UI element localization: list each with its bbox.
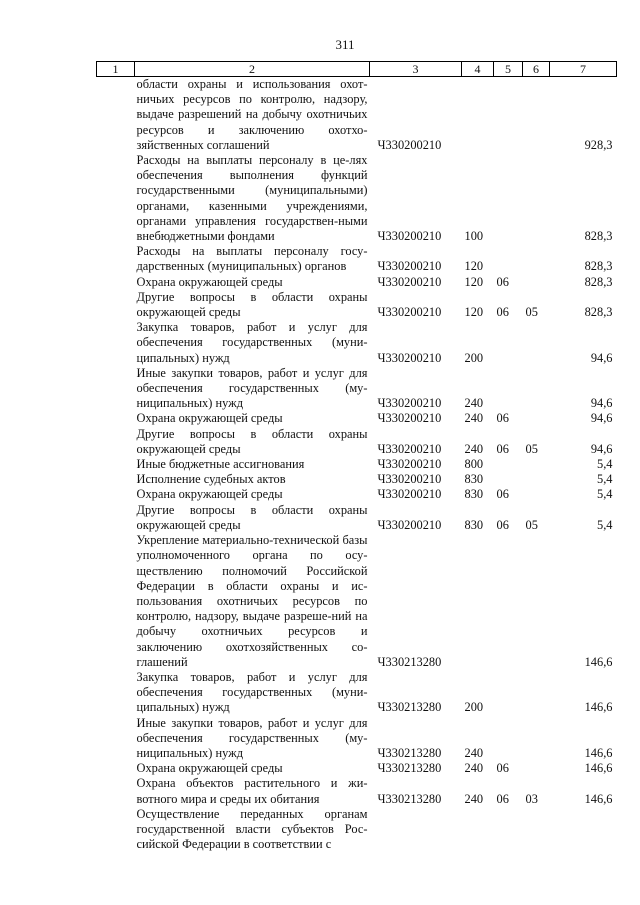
item-name: Расходы на выплаты персоналу в це-лях обеспечения выполнения функций государственными (муниципальными) органами, казенными учреждениями, органами управления государствен-ными внебюджетными фондами bbox=[136, 153, 368, 244]
item-name: Другие вопросы в области охраны окружающей среды bbox=[136, 502, 368, 532]
table-row bbox=[97, 776, 617, 806]
amount-value: 146,6 bbox=[584, 761, 613, 776]
table-header bbox=[97, 62, 617, 77]
item-name: Исполнение судебных актов bbox=[136, 472, 286, 487]
section-code bbox=[494, 670, 523, 716]
expense-type: 120 bbox=[464, 274, 484, 289]
section-code bbox=[494, 320, 523, 366]
amount-value: 5,4 bbox=[597, 457, 613, 472]
row-number-cell bbox=[97, 533, 135, 670]
expense-type: 120 bbox=[464, 305, 484, 320]
row-number-cell bbox=[97, 244, 135, 274]
budget-table bbox=[96, 61, 617, 852]
column-number: 2 bbox=[135, 62, 370, 77]
amount-value: 828,3 bbox=[584, 229, 613, 244]
table-row bbox=[97, 533, 617, 670]
table-row bbox=[97, 320, 617, 366]
amount-value: 5,4 bbox=[597, 487, 613, 502]
amount-value: 146,6 bbox=[584, 700, 613, 715]
page-number: 311 bbox=[335, 37, 355, 52]
row-number-cell bbox=[97, 487, 135, 502]
table-row bbox=[97, 366, 617, 412]
amount-value: 5,4 bbox=[597, 517, 613, 532]
table-row bbox=[97, 807, 617, 853]
subsection-code bbox=[523, 411, 550, 426]
subsection-code: 05 bbox=[525, 517, 538, 532]
expense-type: 240 bbox=[464, 745, 484, 760]
row-number-cell bbox=[97, 320, 135, 366]
table-row bbox=[97, 487, 617, 502]
column-number: 3 bbox=[370, 62, 462, 77]
table-row bbox=[97, 761, 617, 776]
row-number-cell bbox=[97, 275, 135, 290]
item-name: Охрана объектов растительного и жи-вотного мира и среды их обитания bbox=[136, 776, 368, 806]
table-row bbox=[97, 472, 617, 487]
expense-type: 830 bbox=[464, 472, 484, 487]
section-code bbox=[494, 807, 523, 853]
expense-type: 240 bbox=[464, 441, 484, 456]
section-code bbox=[494, 716, 523, 762]
table-row bbox=[97, 411, 617, 426]
column-number: 7 bbox=[550, 62, 617, 77]
expense-type bbox=[462, 533, 494, 670]
expense-type: 240 bbox=[464, 761, 484, 776]
target-code: Ч330200210 bbox=[377, 472, 442, 487]
expense-type: 200 bbox=[464, 350, 484, 365]
column-number: 4 bbox=[462, 62, 494, 77]
item-name: Иные закупки товаров, работ и услуг для обеспечения государственных (му-ниципальных) нужд bbox=[136, 715, 368, 760]
table-row bbox=[97, 77, 617, 154]
column-number-row bbox=[97, 62, 617, 77]
target-code: Ч330200210 bbox=[377, 350, 442, 365]
table-row bbox=[97, 275, 617, 290]
subsection-code: 05 bbox=[525, 441, 538, 456]
amount-value: 828,3 bbox=[584, 259, 613, 274]
section-code: 06 bbox=[496, 761, 509, 776]
table-row bbox=[97, 457, 617, 472]
section-code bbox=[494, 457, 523, 472]
item-name: Охрана окружающей среды bbox=[136, 487, 283, 502]
table-row bbox=[97, 716, 617, 762]
expense-type: 240 bbox=[464, 411, 484, 426]
item-name: Осуществление переданных органам государственной власти субъектов Рос-сийской Федерации в соответствии с bbox=[136, 806, 368, 852]
item-name: Иные закупки товаров, работ и услуг для обеспечения государственных (му-ниципальных) нужд bbox=[136, 365, 368, 411]
section-code: 06 bbox=[496, 791, 509, 806]
row-number-cell bbox=[97, 411, 135, 426]
amount-value: 828,3 bbox=[584, 274, 613, 289]
target-code: Ч330200210 bbox=[377, 137, 442, 152]
target-code: Ч330200210 bbox=[377, 517, 442, 532]
amount-value: 146,6 bbox=[584, 791, 613, 806]
expense-type bbox=[462, 77, 494, 154]
row-number-cell bbox=[97, 807, 135, 853]
item-name: Расходы на выплаты персоналу госу-дарственных (муниципальных) органов bbox=[136, 244, 368, 274]
section-code: 06 bbox=[496, 517, 509, 532]
expense-type: 200 bbox=[464, 700, 484, 715]
target-code: Ч330213280 bbox=[377, 745, 442, 760]
subsection-code bbox=[523, 320, 550, 366]
row-number-cell bbox=[97, 670, 135, 716]
row-number-cell bbox=[97, 290, 135, 320]
subsection-code: 05 bbox=[525, 305, 538, 320]
target-code: Ч330200210 bbox=[377, 457, 442, 472]
expense-type: 240 bbox=[464, 396, 484, 411]
target-code: Ч330200210 bbox=[377, 396, 442, 411]
subsection-code bbox=[523, 275, 550, 290]
target-code: Ч330200210 bbox=[377, 274, 442, 289]
section-code bbox=[494, 244, 523, 274]
subsection-code bbox=[523, 77, 550, 154]
target-code: Ч330200210 bbox=[377, 259, 442, 274]
table-row bbox=[97, 503, 617, 533]
target-code: Ч330213280 bbox=[377, 654, 442, 669]
item-name: Закупка товаров, работ и услуг для обеспечения государственных (муни-ципальных) нужд bbox=[136, 669, 368, 715]
row-number-cell bbox=[97, 761, 135, 776]
subsection-code bbox=[523, 670, 550, 716]
table-row bbox=[97, 153, 617, 244]
subsection-code bbox=[523, 244, 550, 274]
amount-value: 94,6 bbox=[590, 411, 613, 426]
row-number-cell bbox=[97, 366, 135, 412]
subsection-code bbox=[523, 807, 550, 853]
expense-type: 240 bbox=[464, 791, 484, 806]
section-code: 06 bbox=[496, 305, 509, 320]
expense-type: 120 bbox=[464, 259, 484, 274]
amount-value: 94,6 bbox=[590, 396, 613, 411]
subsection-code bbox=[523, 153, 550, 244]
item-name: Укрепление материально-технической базы уполномоченного органа по осу-ществлению полномочий Российской Федерации в области охраны и ис-пользования охотничьих ресурсов по контролю, надзору, выдаче разреше-ний на добычу охотничьих ресурсов и заключению охотхозяйственных со-глашений bbox=[136, 533, 368, 669]
expense-type: 800 bbox=[464, 457, 484, 472]
row-number-cell bbox=[97, 776, 135, 806]
section-code: 06 bbox=[496, 274, 509, 289]
row-number-cell bbox=[97, 427, 135, 457]
expense-type: 830 bbox=[464, 487, 484, 502]
amount-value: 146,6 bbox=[584, 745, 613, 760]
row-number-cell bbox=[97, 503, 135, 533]
section-code: 06 bbox=[496, 411, 509, 426]
subsection-code: 03 bbox=[525, 791, 538, 806]
amount-value: 928,3 bbox=[584, 137, 613, 152]
subsection-code bbox=[523, 761, 550, 776]
row-number-cell bbox=[97, 77, 135, 154]
column-number: 1 bbox=[97, 62, 135, 77]
section-code bbox=[494, 472, 523, 487]
subsection-code bbox=[523, 533, 550, 670]
target-code: Ч330213280 bbox=[377, 700, 442, 715]
target-code bbox=[370, 807, 462, 853]
item-name: Другие вопросы в области охраны окружающей среды bbox=[136, 426, 368, 456]
target-code: Ч330213280 bbox=[377, 791, 442, 806]
amount-value: 94,6 bbox=[590, 441, 613, 456]
expense-type: 100 bbox=[464, 229, 484, 244]
row-number-cell bbox=[97, 153, 135, 244]
table-row bbox=[97, 290, 617, 320]
table-body bbox=[97, 77, 617, 853]
target-code: Ч330200210 bbox=[377, 411, 442, 426]
item-name: Охрана окружающей среды bbox=[136, 274, 283, 289]
table-row bbox=[97, 427, 617, 457]
target-code: Ч330200210 bbox=[377, 229, 442, 244]
expense-type bbox=[462, 807, 494, 853]
item-name: Охрана окружающей среды bbox=[136, 761, 283, 776]
section-code: 06 bbox=[496, 441, 509, 456]
target-code: Ч330200210 bbox=[377, 441, 442, 456]
subsection-code bbox=[523, 487, 550, 502]
section-code bbox=[494, 153, 523, 244]
target-code: Ч330200210 bbox=[377, 305, 442, 320]
subsection-code bbox=[523, 366, 550, 412]
column-number: 6 bbox=[523, 62, 550, 77]
subsection-code bbox=[523, 716, 550, 762]
item-name: области охраны и использования охот-ничьих ресурсов по контролю, надзору, выдаче разрешений на добычу охотничьих ресурсов и заключению охотхо-зяйственных соглашений bbox=[136, 77, 368, 152]
item-name: Охрана окружающей среды bbox=[136, 411, 283, 426]
item-name: Другие вопросы в области охраны окружающей среды bbox=[136, 289, 368, 320]
column-number: 5 bbox=[494, 62, 523, 77]
row-number-cell bbox=[97, 716, 135, 762]
subsection-code bbox=[523, 457, 550, 472]
expense-type: 830 bbox=[464, 517, 484, 532]
row-number-cell bbox=[97, 472, 135, 487]
section-code bbox=[494, 77, 523, 154]
section-code: 06 bbox=[496, 487, 509, 502]
item-name: Закупка товаров, работ и услуг для обеспечения государственных (муни-ципальных) нужд bbox=[136, 320, 368, 365]
table-row bbox=[97, 670, 617, 716]
subsection-code bbox=[523, 472, 550, 487]
table-row bbox=[97, 244, 617, 274]
target-code: Ч330200210 bbox=[377, 487, 442, 502]
amount-value: 828,3 bbox=[584, 305, 613, 320]
target-code: Ч330213280 bbox=[377, 761, 442, 776]
section-code bbox=[494, 533, 523, 670]
section-code bbox=[494, 366, 523, 412]
amount-value: 146,6 bbox=[584, 654, 613, 669]
amount-value: 94,6 bbox=[590, 350, 613, 365]
item-name: Иные бюджетные ассигнования bbox=[136, 457, 305, 472]
amount-value bbox=[550, 807, 617, 853]
amount-value: 5,4 bbox=[597, 472, 613, 487]
row-number-cell bbox=[97, 457, 135, 472]
